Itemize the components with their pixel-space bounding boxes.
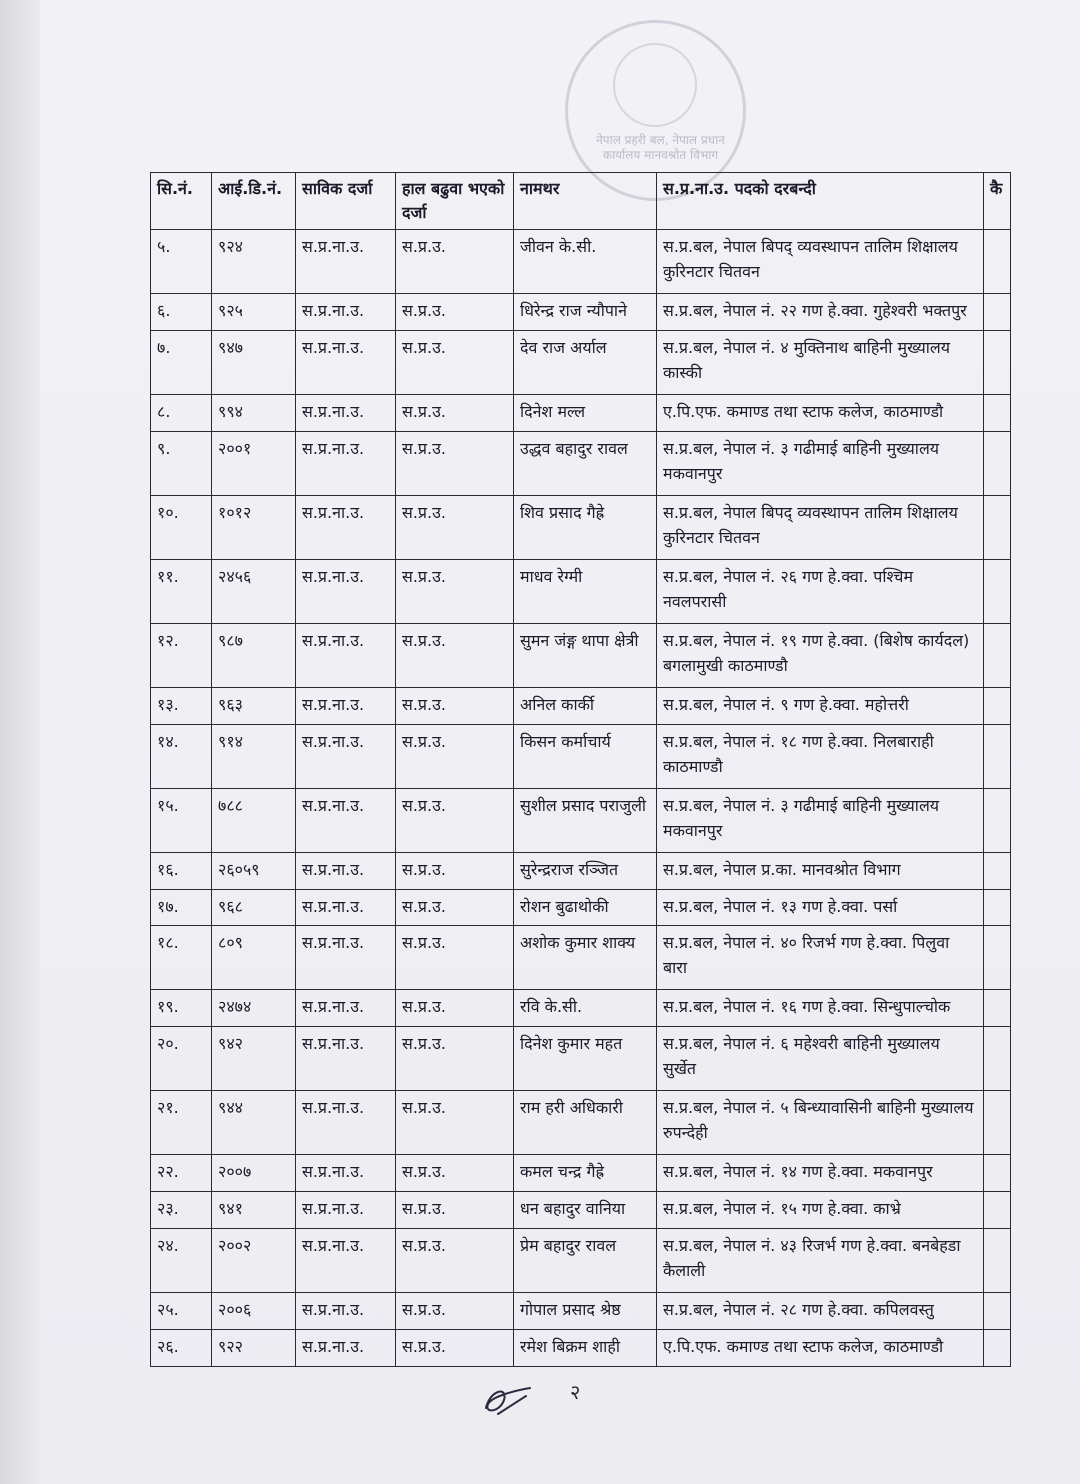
table-row bbox=[151, 559, 1011, 623]
cell-posting: स.प्र.बल, नेपाल नं. ३ गढीमाई बाहिनी मुख्यालय मकवानपुर bbox=[657, 431, 984, 495]
cell-posting: स.प्र.बल, नेपाल नं. ४ मुक्तिनाथ बाहिनी मुख्यालय कास्की bbox=[657, 330, 984, 394]
cell-new-rank: स.प्र.उ. bbox=[396, 788, 514, 852]
table-row bbox=[151, 330, 1011, 394]
cell-remarks bbox=[984, 330, 1011, 394]
cell-serial-number: १४. bbox=[151, 724, 212, 788]
cell-serial-number: १३. bbox=[151, 687, 212, 724]
cell-posting: स.प्र.बल, नेपाल बिपद् व्यवस्थापन तालिम शिक्षालय कुरिनटार चितवन bbox=[657, 495, 984, 559]
cell-old-rank: स.प्र.ना.उ. bbox=[296, 1229, 396, 1293]
cell-posting: ए.पि.एफ. कमाण्ड तथा स्टाफ कलेज, काठमाण्डौ bbox=[657, 394, 984, 431]
cell-new-rank: स.प्र.उ. bbox=[396, 230, 514, 294]
cell-old-rank: स.प्र.ना.उ. bbox=[296, 230, 396, 294]
cell-name: अशोक कुमार शाक्य bbox=[514, 926, 657, 990]
cell-remarks bbox=[984, 1027, 1011, 1091]
cell-posting: स.प्र.बल, नेपाल बिपद् व्यवस्थापन तालिम शिक्षालय कुरिनटार चितवन bbox=[657, 230, 984, 294]
cell-old-rank: स.प्र.ना.उ. bbox=[296, 559, 396, 623]
cell-old-rank: स.प्र.ना.उ. bbox=[296, 1293, 396, 1330]
cell-posting: स.प्र.बल, नेपाल नं. ५ बिन्ध्यावासिनी बाहिनी मुख्यालय रुपन्देही bbox=[657, 1091, 984, 1155]
cell-posting: स.प्र.बल, नेपाल नं. ३ गढीमाई बाहिनी मुख्यालय मकवानपुर bbox=[657, 788, 984, 852]
table-row bbox=[151, 889, 1011, 926]
cell-posting: स.प्र.बल, नेपाल नं. १६ गण हे.क्वा. सिन्धुपाल्चोक bbox=[657, 990, 984, 1027]
cell-remarks bbox=[984, 1329, 1011, 1366]
cell-new-rank: स.प्र.उ. bbox=[396, 330, 514, 394]
cell-name: किसन कर्माचार्य bbox=[514, 724, 657, 788]
cell-remarks bbox=[984, 990, 1011, 1027]
cell-posting: स.प्र.बल, नेपाल नं. ६ महेश्वरी बाहिनी मुख्यालय सुर्खेत bbox=[657, 1027, 984, 1091]
cell-new-rank: स.प्र.उ. bbox=[396, 1229, 514, 1293]
table-row bbox=[151, 926, 1011, 990]
table-body bbox=[151, 230, 1011, 1367]
header-new-rank: हाल बढुवा भएको दर्जा bbox=[396, 173, 514, 230]
table-row bbox=[151, 1155, 1011, 1192]
cell-id-number: ९१४ bbox=[212, 724, 296, 788]
cell-old-rank: स.प्र.ना.उ. bbox=[296, 431, 396, 495]
cell-serial-number: ११. bbox=[151, 559, 212, 623]
cell-new-rank: स.प्र.उ. bbox=[396, 1329, 514, 1366]
cell-old-rank: स.प्र.ना.उ. bbox=[296, 788, 396, 852]
cell-remarks bbox=[984, 1293, 1011, 1330]
table-row bbox=[151, 623, 1011, 687]
cell-new-rank: स.प्र.उ. bbox=[396, 1027, 514, 1091]
cell-remarks bbox=[984, 394, 1011, 431]
cell-serial-number: ९. bbox=[151, 431, 212, 495]
cell-old-rank: स.प्र.ना.उ. bbox=[296, 889, 396, 926]
cell-new-rank: स.प्र.उ. bbox=[396, 1192, 514, 1229]
cell-old-rank: स.प्र.ना.उ. bbox=[296, 990, 396, 1027]
cell-new-rank: स.प्र.उ. bbox=[396, 294, 514, 331]
cell-remarks bbox=[984, 788, 1011, 852]
table-row bbox=[151, 1329, 1011, 1366]
table-row bbox=[151, 1293, 1011, 1330]
cell-id-number: २६०५९ bbox=[212, 852, 296, 889]
cell-name: सुमन जंङ्ग थापा क्षेत्री bbox=[514, 623, 657, 687]
cell-id-number: ९४७ bbox=[212, 330, 296, 394]
header-id-number: आई.डि.नं. bbox=[212, 173, 296, 230]
cell-id-number: ९८७ bbox=[212, 623, 296, 687]
cell-posting: ए.पि.एफ. कमाण्ड तथा स्टाफ कलेज, काठमाण्डौ bbox=[657, 1329, 984, 1366]
table-row bbox=[151, 230, 1011, 294]
cell-name: रमेश बिक्रम शाही bbox=[514, 1329, 657, 1366]
cell-remarks bbox=[984, 431, 1011, 495]
header-serial-number: सि.नं. bbox=[151, 173, 212, 230]
cell-remarks bbox=[984, 852, 1011, 889]
cell-remarks bbox=[984, 495, 1011, 559]
cell-new-rank: स.प्र.उ. bbox=[396, 990, 514, 1027]
cell-name: माधव रेग्मी bbox=[514, 559, 657, 623]
table-row bbox=[151, 1091, 1011, 1155]
cell-remarks bbox=[984, 889, 1011, 926]
cell-id-number: ९२५ bbox=[212, 294, 296, 331]
header-remarks: कै bbox=[984, 173, 1011, 230]
cell-id-number: २००२ bbox=[212, 1229, 296, 1293]
cell-id-number: ९६३ bbox=[212, 687, 296, 724]
cell-name: रोशन बुढाथोकी bbox=[514, 889, 657, 926]
cell-posting: स.प्र.बल, नेपाल नं. १४ गण हे.क्वा. मकवानपुर bbox=[657, 1155, 984, 1192]
cell-old-rank: स.प्र.ना.उ. bbox=[296, 1091, 396, 1155]
cell-id-number: ९६८ bbox=[212, 889, 296, 926]
cell-posting: स.प्र.बल, नेपाल नं. ९ गण हे.क्वा. महोत्तरी bbox=[657, 687, 984, 724]
cell-id-number: ९४४ bbox=[212, 1091, 296, 1155]
cell-id-number: २००७ bbox=[212, 1155, 296, 1192]
cell-id-number: १०१२ bbox=[212, 495, 296, 559]
cell-name: अनिल कार्की bbox=[514, 687, 657, 724]
cell-id-number: ९४१ bbox=[212, 1192, 296, 1229]
cell-new-rank: स.प्र.उ. bbox=[396, 1091, 514, 1155]
cell-remarks bbox=[984, 1155, 1011, 1192]
cell-serial-number: १६. bbox=[151, 852, 212, 889]
cell-posting: स.प्र.बल, नेपाल नं. ४३ रिजर्भ गण हे.क्वा. बनबेहडा कैलाली bbox=[657, 1229, 984, 1293]
cell-name: दिनेश मल्ल bbox=[514, 394, 657, 431]
table-header-row bbox=[151, 173, 1011, 230]
cell-new-rank: स.प्र.उ. bbox=[396, 687, 514, 724]
cell-remarks bbox=[984, 623, 1011, 687]
cell-id-number: ८०९ bbox=[212, 926, 296, 990]
cell-serial-number: १५. bbox=[151, 788, 212, 852]
cell-new-rank: स.प्र.उ. bbox=[396, 724, 514, 788]
table-row bbox=[151, 788, 1011, 852]
cell-serial-number: २५. bbox=[151, 1293, 212, 1330]
cell-posting: स.प्र.बल, नेपाल नं. १३ गण हे.क्वा. पर्सा bbox=[657, 889, 984, 926]
cell-posting: स.प्र.बल, नेपाल नं. ४० रिजर्भ गण हे.क्वा. पिलुवा बारा bbox=[657, 926, 984, 990]
table-row bbox=[151, 852, 1011, 889]
cell-new-rank: स.प्र.उ. bbox=[396, 852, 514, 889]
cell-new-rank: स.प्र.उ. bbox=[396, 1293, 514, 1330]
cell-old-rank: स.प्र.ना.उ. bbox=[296, 724, 396, 788]
cell-remarks bbox=[984, 1229, 1011, 1293]
cell-name: राम हरी अधिकारी bbox=[514, 1091, 657, 1155]
cell-old-rank: स.प्र.ना.उ. bbox=[296, 394, 396, 431]
cell-id-number: ९९४ bbox=[212, 394, 296, 431]
cell-posting: स.प्र.बल, नेपाल नं. २८ गण हे.क्वा. कपिलवस्तु bbox=[657, 1293, 984, 1330]
cell-name: गोपाल प्रसाद श्रेष्ठ bbox=[514, 1293, 657, 1330]
cell-new-rank: स.प्र.उ. bbox=[396, 495, 514, 559]
cell-remarks bbox=[984, 687, 1011, 724]
cell-name: सुशील प्रसाद पराजुली bbox=[514, 788, 657, 852]
cell-posting: स.प्र.बल, नेपाल नं. १९ गण हे.क्वा. (बिशेष कार्यदल) बगलामुखी काठमाण्डौ bbox=[657, 623, 984, 687]
cell-id-number: ९४२ bbox=[212, 1027, 296, 1091]
cell-serial-number: ६. bbox=[151, 294, 212, 331]
cell-name: धन बहादुर वानिया bbox=[514, 1192, 657, 1229]
cell-id-number: ९२४ bbox=[212, 230, 296, 294]
table-row bbox=[151, 431, 1011, 495]
promotion-table bbox=[150, 172, 1011, 1367]
cell-name: उद्धव बहादुर रावल bbox=[514, 431, 657, 495]
cell-name: जीवन के.सी. bbox=[514, 230, 657, 294]
header-name: नामथर bbox=[514, 173, 657, 230]
cell-old-rank: स.प्र.ना.उ. bbox=[296, 1155, 396, 1192]
cell-name: प्रेम बहादुर रावल bbox=[514, 1229, 657, 1293]
stamp-text: नेपाल प्रहरी बल, नेपाल प्रधान कार्यालय मानवश्रोत विभाग bbox=[596, 133, 725, 162]
stamp-emblem bbox=[613, 43, 697, 127]
cell-serial-number: १०. bbox=[151, 495, 212, 559]
cell-id-number: ९२२ bbox=[212, 1329, 296, 1366]
cell-remarks bbox=[984, 724, 1011, 788]
cell-serial-number: ५. bbox=[151, 230, 212, 294]
cell-name: देव राज अर्याल bbox=[514, 330, 657, 394]
cell-posting: स.प्र.बल, नेपाल नं. २६ गण हे.क्वा. पश्चिम नवलपरासी bbox=[657, 559, 984, 623]
table-row bbox=[151, 1192, 1011, 1229]
cell-remarks bbox=[984, 1091, 1011, 1155]
cell-name: दिनेश कुमार महत bbox=[514, 1027, 657, 1091]
header-posting: स.प्र.ना.उ. पदको दरबन्दी bbox=[657, 173, 984, 230]
header-old-rank: साविक दर्जा bbox=[296, 173, 396, 230]
cell-posting: स.प्र.बल, नेपाल नं. १५ गण हे.क्वा. काभ्रे bbox=[657, 1192, 984, 1229]
cell-old-rank: स.प्र.ना.उ. bbox=[296, 1329, 396, 1366]
cell-serial-number: २४. bbox=[151, 1229, 212, 1293]
table-row bbox=[151, 687, 1011, 724]
cell-new-rank: स.प्र.उ. bbox=[396, 394, 514, 431]
cell-old-rank: स.प्र.ना.उ. bbox=[296, 1192, 396, 1229]
cell-id-number: ७८८ bbox=[212, 788, 296, 852]
cell-old-rank: स.प्र.ना.उ. bbox=[296, 687, 396, 724]
cell-posting: स.प्र.बल, नेपाल नं. १८ गण हे.क्वा. निलबाराही काठमाण्डौ bbox=[657, 724, 984, 788]
cell-remarks bbox=[984, 294, 1011, 331]
table-row bbox=[151, 724, 1011, 788]
cell-old-rank: स.प्र.ना.उ. bbox=[296, 495, 396, 559]
cell-id-number: २४७४ bbox=[212, 990, 296, 1027]
cell-serial-number: १७. bbox=[151, 889, 212, 926]
table-row bbox=[151, 1027, 1011, 1091]
table-row bbox=[151, 294, 1011, 331]
table-row bbox=[151, 1229, 1011, 1293]
cell-name: शिव प्रसाद गैह्रे bbox=[514, 495, 657, 559]
cell-name: कमल चन्द्र गैह्रे bbox=[514, 1155, 657, 1192]
cell-id-number: २००१ bbox=[212, 431, 296, 495]
cell-new-rank: स.प्र.उ. bbox=[396, 1155, 514, 1192]
cell-name: रवि के.सी. bbox=[514, 990, 657, 1027]
cell-serial-number: ७. bbox=[151, 330, 212, 394]
cell-new-rank: स.प्र.उ. bbox=[396, 559, 514, 623]
cell-serial-number: ८. bbox=[151, 394, 212, 431]
cell-serial-number: २२. bbox=[151, 1155, 212, 1192]
cell-new-rank: स.प्र.उ. bbox=[396, 926, 514, 990]
signature-initial bbox=[478, 1380, 538, 1420]
cell-id-number: २००६ bbox=[212, 1293, 296, 1330]
page-fold-shadow bbox=[0, 0, 40, 1484]
cell-old-rank: स.प्र.ना.उ. bbox=[296, 623, 396, 687]
cell-serial-number: १९. bbox=[151, 990, 212, 1027]
cell-new-rank: स.प्र.उ. bbox=[396, 623, 514, 687]
cell-serial-number: २३. bbox=[151, 1192, 212, 1229]
cell-serial-number: १८. bbox=[151, 926, 212, 990]
cell-new-rank: स.प्र.उ. bbox=[396, 431, 514, 495]
page-number: २ bbox=[570, 1380, 581, 1404]
cell-name: सुरेन्द्रराज रञ्जित bbox=[514, 852, 657, 889]
cell-serial-number: २६. bbox=[151, 1329, 212, 1366]
cell-serial-number: २१. bbox=[151, 1091, 212, 1155]
cell-id-number: २४५६ bbox=[212, 559, 296, 623]
cell-remarks bbox=[984, 559, 1011, 623]
cell-posting: स.प्र.बल, नेपाल नं. २२ गण हे.क्वा. गुहेश्वरी भक्तपुर bbox=[657, 294, 984, 331]
cell-old-rank: स.प्र.ना.उ. bbox=[296, 1027, 396, 1091]
table-row bbox=[151, 495, 1011, 559]
cell-serial-number: २०. bbox=[151, 1027, 212, 1091]
cell-old-rank: स.प्र.ना.उ. bbox=[296, 294, 396, 331]
table-row bbox=[151, 394, 1011, 431]
cell-new-rank: स.प्र.उ. bbox=[396, 889, 514, 926]
cell-old-rank: स.प्र.ना.उ. bbox=[296, 852, 396, 889]
cell-posting: स.प्र.बल, नेपाल प्र.का. मानवश्रोत विभाग bbox=[657, 852, 984, 889]
cell-serial-number: १२. bbox=[151, 623, 212, 687]
cell-old-rank: स.प्र.ना.उ. bbox=[296, 926, 396, 990]
cell-remarks bbox=[984, 926, 1011, 990]
cell-remarks bbox=[984, 1192, 1011, 1229]
cell-name: धिरेन्द्र राज न्यौपाने bbox=[514, 294, 657, 331]
cell-remarks bbox=[984, 230, 1011, 294]
table-row bbox=[151, 990, 1011, 1027]
cell-old-rank: स.प्र.ना.उ. bbox=[296, 330, 396, 394]
